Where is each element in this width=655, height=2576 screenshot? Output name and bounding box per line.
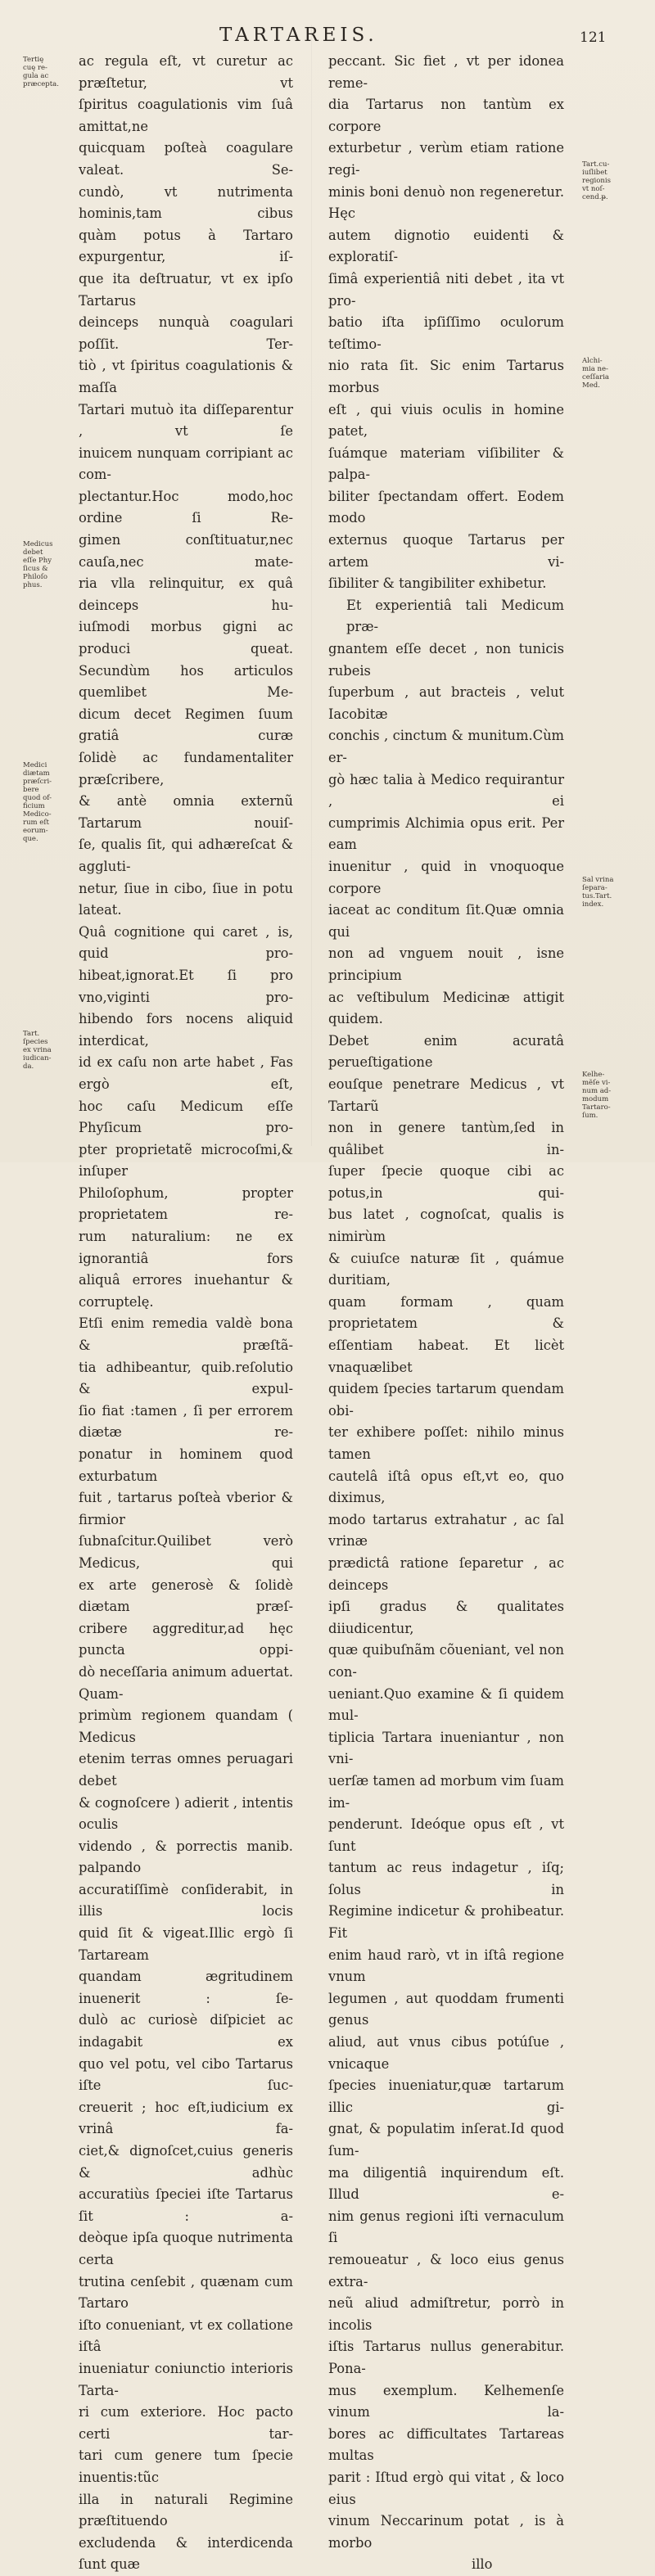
text-line: cribere aggreditur,ad hęc puncta oppi- [79,1620,293,1658]
text-line: aliud, aut vnus cibus potúſue , vnicaque [328,2034,564,2072]
text-line: quicquam poſteà coagulare valeat. Se- [79,140,293,178]
text-line: hibeat,ignorat.Et ſi pro vno,viginti pro- [79,967,293,1005]
text-line: ſuámque materiam viſibiliter & palpa- [328,444,564,483]
margin-note-line: Alchi- [582,357,603,365]
margin-note-line: eſſe Phy [23,557,52,565]
text-line: inuicem nunquam corripiant ac com- [79,444,293,483]
text-line: batio iſta ipſiſſimo oculorum teſtimo- [328,314,564,352]
text-line: tari cum genere tum ſpecie inuentis:tũc [79,2447,293,2485]
text-line: excludenda & interdicenda ſunt quæ [79,2534,293,2573]
margin-note-line: num ad- [582,1087,612,1095]
margin-note-line: ſum. [582,1112,599,1120]
text-line: ſuper ſpecie quoque cibi ac potus,in qui- [328,1163,564,1201]
text-line: biliter ſpectandam offert. Eodem modo [328,488,564,526]
text-line: etenim terras omnes peruagari debet [79,1751,293,1789]
text-line: iaceat ac conditum ſit.Quæ omnia qui [328,902,564,940]
text-line: ſpecies inueniatur,quæ tartarum illic gi- [328,2077,564,2115]
text-line: illo [472,2556,493,2573]
text-line: remoueatur , & loco eius genus extra- [328,2251,564,2290]
text-line: iſto conueniant, vt ex collatione iſtâ [79,2317,293,2355]
margin-note-line: regionis [582,177,611,185]
text-line: externus quoque Tartarus per artem vi- [328,532,564,570]
text-line: cumprimis Alchimia opus erit. Per eam [328,814,564,853]
text-line: creuerit ; hoc eſt,iudicium ex vrinâ fa- [79,2099,293,2137]
text-line: bores ac difficultates Tartareas multas [328,2425,564,2464]
text-line: minis boni denuò non regeneretur. Hęc [328,183,564,222]
text-line: dicum decet Regimen ſuum gratiâ curæ [79,706,293,744]
margin-note-line: que. [23,835,38,843]
right-text-column [328,51,564,2576]
margin-note [23,761,54,843]
text-line: quidem ſpecies tartarum quendam obi- [328,1381,564,1419]
text-line: illa in naturali Regimine præſtituendo [79,2491,293,2529]
text-line: hoc caſu Medicum eſſe Phyſicum pro- [79,1098,293,1136]
text-line: ſe, qualis ſit, qui adhæreſcat & aggluti- [79,837,293,874]
margin-note-line: præſcri- [23,778,52,786]
text-line: pter proprietatẽ microcoſmi,& inſuper [79,1141,293,1180]
text-line: inueniatur coniunctio interioris Tarta- [79,2360,293,2398]
text-line: Et experientiâ tali Medicum præ- [346,597,564,635]
text-line: modo tartarus extrahatur , ac ſal vrinæ [328,1511,564,1550]
margin-note-line: debet [23,548,43,557]
margin-note-line: Kelhe- [582,1071,605,1079]
text-line: ciet,& dignoſcet,cuius generis & adhùc [79,2143,293,2181]
text-line: cautelâ iſtâ opus eſt,vt eo, quo diximus, [328,1468,564,1506]
text-line: primùm regionem quandam ( Medicus [79,1708,293,1745]
text-line: ſio fiat :tamen , ſi per errorem diætæ re- [79,1402,293,1441]
margin-note-line: cuę re- [23,64,47,72]
margin-note-line: rum eſt [23,819,49,827]
text-line: Tartari mutuò ita diſſeparentur , vt ſe [79,401,293,440]
page-number: 121 [580,29,607,46]
margin-note-line: ſicus & [23,565,48,573]
text-line: Secundùm hos articulos quemlibet Me- [79,662,293,701]
text-line: ſpiritus coagulationis vim ſuâ amittat,ne [79,97,293,134]
text-line: Regimine indicetur & prohibeatur. Fit [328,1903,564,1942]
text-line: bus latet , cognoſcat, qualis is nimirùm [328,1207,564,1245]
margin-note-line: Tart.cu- [582,160,610,169]
text-line: quæ quibuſnãm cõueniant, vel non con- [328,1642,564,1680]
text-line: tia adhibeantur, quib.reſolutio & expul- [79,1359,293,1397]
text-line: fuit , tartarus poſteà vberior & firmior [79,1490,293,1527]
margin-note-line: mẽſe vi- [582,1079,611,1087]
margin-note [582,1071,628,1120]
margin-note-line: Tart. [23,1030,40,1038]
text-line: gnantem eſſe decet , non tunicis rubeis [328,641,564,679]
text-line: dulò ac curiosè diſpiciet ac indagabit ex [79,2012,293,2050]
text-line: Philoſophum, propter proprietatem re- [79,1184,293,1223]
text-line: iuſmodi morbus gigni ac produci queat. [79,619,293,657]
text-line: enim haud rarò, vt in iſtâ regione vnum [328,1947,564,1985]
text-line: non ad vnguem nouit , isne principium [328,945,564,983]
text-line: iſtis Tartarus nullus generabitur. Pona- [328,2339,564,2376]
text-line: nio rata ſit. Sic enim Tartarus morbus [328,358,564,395]
text-line: eſt , qui viuis oculis in homine patet, [328,401,564,440]
text-line: ſubnaſcitur.Quilibet verò Medicus, qui [79,1533,293,1571]
text-line: ria vlla relinquitur, ex quâ deinceps hu- [79,575,293,613]
text-line: netur, ſiue in cibo, ſiue in potu lateat. [79,880,293,918]
text-line: uerſæ tamen ad morbum vim ſuam im- [328,1772,564,1811]
text-line: accuratiſſimè conſiderabit, in illis locis [79,1881,293,1920]
margin-note-line: phus. [23,581,43,589]
text-line: gnat, & populatim inſerat.Id quod ſum- [328,2121,564,2159]
margin-note-line: iuſlibet [582,169,608,177]
text-line: & cuiuſce naturæ ſit , quámue duritiam, [328,1250,564,1288]
margin-note-line: index. [582,900,604,909]
text-line: inuenitur , quid in vnoquoque corpore [328,858,564,896]
text-line: & antè omnia externũ Tartarum nouiſ- [79,793,293,831]
text-line: ex arte generosè & ſolidè diætam præſ- [79,1577,293,1615]
text-line: ponatur in hominem quod exturbatum [79,1446,293,1484]
text-line: peccant. Sic fiet , vt per idonea reme- [328,53,564,91]
text-line: parit : Iſtud ergò qui vitat , & loco eius [328,2469,564,2507]
text-line: tantum ac reus indagetur , iſq; ſolus in [328,1860,564,1897]
column-gutter [311,25,312,1146]
page-header [0,25,655,49]
text-line: neũ aliud admiſtretur, porrò in incolis [328,2295,564,2333]
margin-note-line: Tertię [23,56,44,64]
text-line: ter exhibere poſſet: nihilo minus tamen [328,1424,564,1462]
text-line: que ita deſtruatur, vt ex ipſo Tartarus [79,270,293,309]
text-line: hibendo fors nocens aliquid interdicat, [79,1011,293,1049]
margin-note-line: modum [582,1095,609,1103]
margin-note-line: Philoſo [23,573,48,581]
text-line: ueniant.Quo examine & ſi quidem mul- [328,1685,564,1724]
text-line: ſuperbum , aut bracteis , velut Iacobitæ [328,684,564,722]
text-line: gimen conſtituatur,nec cauſa,nec mate- [79,532,293,570]
text-line: Etſi enim remedia valdè bona & præſtã- [79,1315,293,1354]
text-line: vinum Neccarinum potat , is à morbo [328,2513,564,2551]
text-line: quid ſit & vigeat.Illic ergò ſi Tartaream [79,1925,293,1963]
text-line: plectantur.Hoc modo,hoc ordine ſi Re- [79,488,293,526]
text-line: quàm potus à Tartaro expurgentur, iſ- [79,227,293,265]
text-line: ſimâ experientiâ niti debet , ita vt pro- [328,270,564,309]
text-line: ri cum exteriore. Hoc pacto certi tar- [79,2404,293,2442]
text-line: eouſque penetrare Medicus , vt Tartarũ [328,1076,564,1114]
text-line: dia Tartarus non tantùm ex corpore [328,97,564,134]
text-line: conchis , cinctum & munitum.Cùm er- [328,728,564,765]
text-line: non in genere tantùm,ſed in quâlibet in- [328,1120,564,1157]
margin-note-line: ceſſaria [582,373,609,381]
margin-note [582,876,628,909]
text-line: ac veſtibulum Medicinæ attigit quidem. [328,989,564,1027]
margin-note-line: gula ac [23,72,49,80]
margin-note-line: da. [23,1062,34,1071]
margin-note-line: præcepta. [23,80,59,88]
margin-note-line: ficium [23,802,45,810]
margin-note-line: bere [23,786,39,794]
margin-note-line: quod of- [23,794,52,802]
margin-note-line: mia ne- [582,365,608,373]
text-line: ſibiliter & tangibiliter exhibetur. [328,575,547,592]
text-line: mus exemplum. Kelhemenſe vinum la- [328,2382,564,2420]
text-line: quandam ægritudinem inuenerit : ſe- [79,1969,293,2006]
margin-note-line: Sal vrina [582,876,614,884]
text-line: deòque ipſa quoque nutrimenta certa [79,2230,293,2267]
margin-note-line: vt noſ- [582,185,605,193]
text-line: quo vel potu, vel cibo Tartarus iſte ſuc- [79,2055,293,2094]
text-line: rum naturalium: ne ex ignorantiâ fors [79,1229,293,1266]
text-line: Debet enim acuratâ perueſtigatione [328,1032,564,1071]
margin-note-line: ſepara- [582,884,608,892]
margin-note-line: cend.ᵽ. [582,193,608,201]
text-line: penderunt. Ideóque opus eſt , vt ſunt [328,1816,564,1854]
margin-note-line: ſpecies [23,1038,48,1046]
text-line: aliquâ errores inuehantur & corruptelę. [79,1272,293,1310]
margin-note-line: iudican- [23,1054,52,1062]
text-line: gò hæc talia à Medico requirantur , ei [328,771,564,810]
margin-note-line: Tartaro- [582,1103,611,1112]
margin-note-line: Medico- [23,810,52,819]
margin-note-line: eorum- [23,827,48,835]
text-line: videndo , & porrectis manib. palpando [79,1838,293,1876]
text-line: & cognoſcere ) adierit , intentis oculis [79,1794,293,1833]
text-line: nim genus regioni iſti vernaculum ſi [328,2208,564,2246]
margin-note [582,357,628,390]
text-line: tiplicia Tartara inueniantur , non vni- [328,1729,564,1767]
text-line: tiò , vt ſpiritus coagulationis & maſſa [79,358,293,395]
text-line: trutina cenſebit , quænam cum Tartaro [79,2273,293,2312]
margin-note [23,540,54,589]
margin-note [23,1030,54,1071]
text-line: ac regula eſt, vt curetur ac præſtetur, vt [79,53,293,91]
margin-note-line: ex vrina [23,1046,52,1054]
left-text-column [79,51,293,2576]
running-title: TARTAREIS. [219,25,378,46]
text-line: quam formam , quam proprietatem & [328,1293,564,1332]
margin-note [582,160,628,201]
margin-note [23,56,59,88]
margin-note-line: diætam [23,769,50,778]
text-line: prædictâ ratione ſeparetur , ac deinceps [328,1554,564,1593]
text-line: legumen , aut quoddam frumenti genus [328,1990,564,2028]
text-line: dò neceſſaria animum aduertat. Quam- [79,1663,293,1702]
text-line: ipſi gradus & qualitates diiudicentur, [328,1599,564,1636]
text-line: id ex caſu non arte habet , Fas ergò eſt, [79,1054,293,1092]
text-line: autem dignotio euidenti & exploratiſ- [328,227,564,265]
text-line: ſolidè ac fundamentaliter præſcribere, [79,750,293,787]
text-line: accuratiùs ſpeciei iſte Tartarus ſit : a- [79,2186,293,2224]
margin-note-line: Medicus [23,540,53,548]
margin-note-line: Medici [23,761,47,769]
text-line: eſſentiam habeat. Et licèt vnaquælibet [328,1338,564,1375]
text-line: ma diligentiâ inquirendum eſt. Illud e- [328,2164,564,2203]
margin-note-line: Med. [582,381,600,390]
text-line: deinceps nunquà coagulari poſſit. Ter- [79,314,293,352]
margin-note-line: tus.Tart. [582,892,612,900]
text-line: cundò, vt nutrimenta hominis,tam cibus [79,183,293,222]
text-line: Quâ cognitione qui caret , is, quid pro- [79,923,293,962]
text-line: exturbetur , verùm etiam ratione regi- [328,140,564,178]
